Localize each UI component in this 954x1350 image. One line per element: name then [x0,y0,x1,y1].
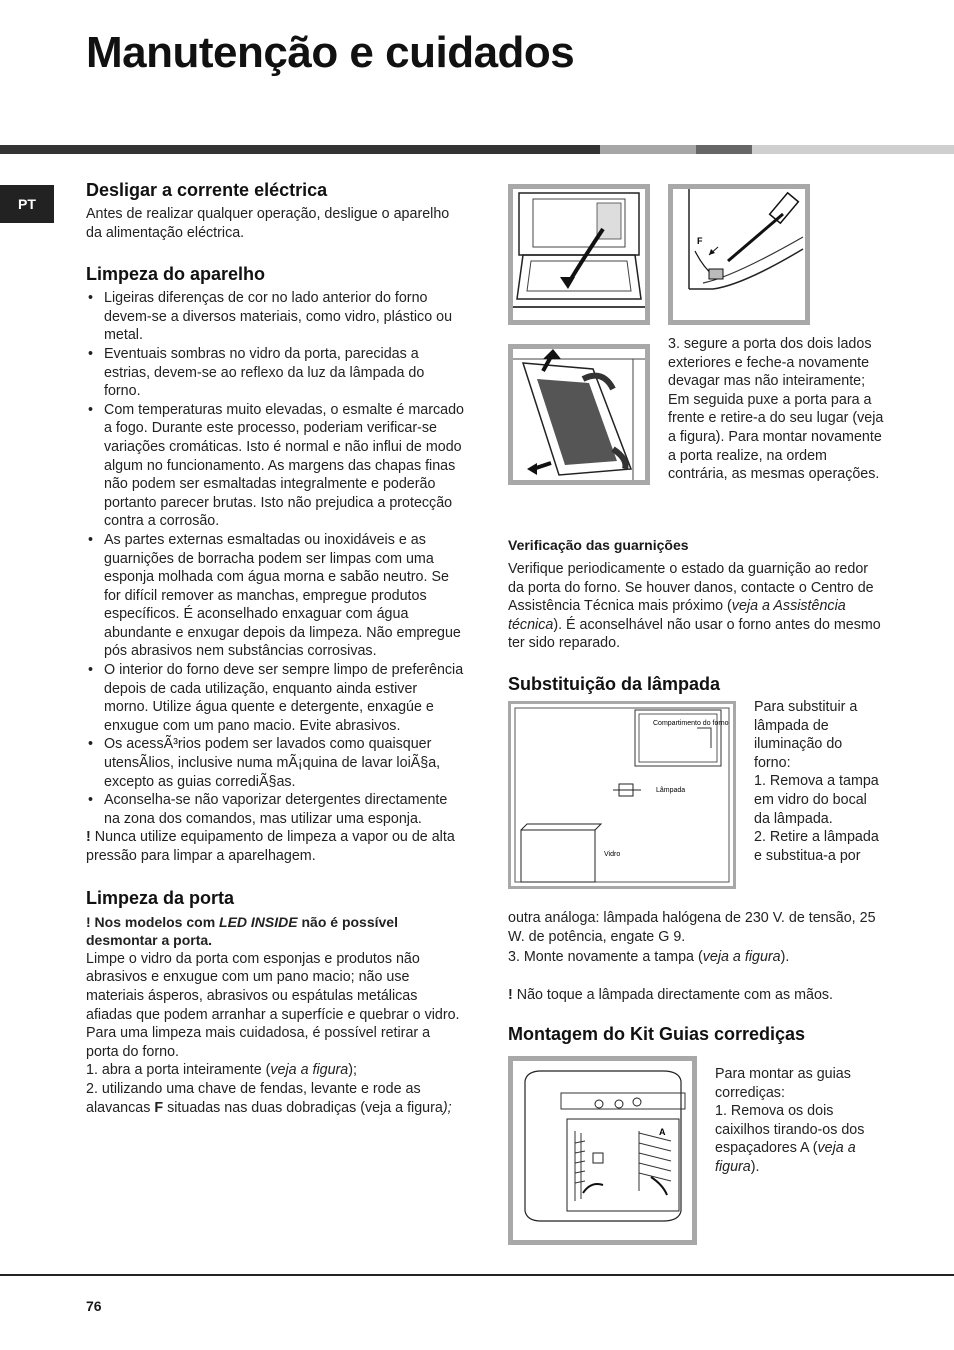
figure-hinge-lever [668,184,810,325]
lamp-step3-em: veja a figura [702,949,781,965]
list-item: • Os acessÃ³rios podem ser lavados como quaisquer utensÃlios, inclusive numa mÃ¡quina de lavar loiÃ§a, excepto as guias corrediÃ§as. [86,735,464,791]
step2-em: ); [442,1099,452,1116]
door-p2: Para uma limpeza mais cuidadosa, é possível retirar a porta do forno. [86,1025,431,1060]
kit-text-a: Para montar as guias corrediças: 1. Remova os dois caixilhos tirando-os dos espaçadores A ( [715,1066,865,1157]
heading-gasket-check: Verificação das guarnições [508,537,689,553]
section-door-cleaning [86,888,464,1118]
screwdriver-illustration [673,189,805,320]
heading-power-off: Desligar a corrente eléctrica [86,180,328,200]
kit-text [715,1065,887,1177]
cleaning-list [86,289,464,828]
door-step3-text: 3. segure a porta dos dois lados exteriores e feche-a novamente devagar mas não inteiramente; Em seguida puxe a porta para a frente e retire-a do seu lugar (veja a figura). Para montar novamente a porta realize, na ordem contrária, as mesmas operações. [668,336,884,483]
power-off-text: Antes de realizar qualquer operação, desligue o aparelho da alimentação eléctrica. [86,206,450,241]
door-warning-a: Nos modelos com [90,913,220,930]
gasket-text-b: ). É aconselhável não usar o forno antes do mesmo ter sido reparado. [508,616,881,652]
door-warning-b: não é possível desmontar a porta. [86,913,398,949]
list-item: • Com temperaturas muito elevadas, o esmalte é marcado a fogo. Durante este processo, poderiam verificar-se variações cromáticas. Isto é normal e não influi de modo algum no funcionamento. As margens das chapas finas não podem ser esmaltadas integralmente e poderão portanto parecer brutas. Isto não prejudica a protecção contra a corrosão. [86,401,464,531]
warning-mark: ! [86,913,91,930]
figure-label-a: A [659,1127,666,1137]
figure-label-lamp: Lâmpada [656,787,686,794]
section-power-off [86,180,464,242]
language-tab: PT [0,185,54,223]
page-title: Manutenção e cuidados [86,28,575,77]
door-step1 [86,1061,464,1080]
figure-kit [508,1056,697,1245]
list-item: • Eventuais sombras no vidro da porta, parecidas a estrias, devem-se ao reflexo da luz da lâmpada do forno. [86,345,464,401]
door-p1: Limpe o vidro da porta com esponjas e produtos não abrasivos e enxugue com um pano macio; não use materiais ásperos, abrasivos ou espátulas metálicas afiadas que podem arranhar a superfície e quebrar o vidro. [86,950,460,1023]
door-warning [86,913,464,950]
step1-b: ); [348,1062,357,1079]
figure-open-door [508,184,650,325]
gasket-check-text [508,560,886,653]
header-rule [0,145,954,154]
section-cleaning [86,264,464,865]
step1-a: 1. abra a porta inteiramente ( [86,1062,271,1079]
lamp-step3-text [508,948,886,967]
lamp-step3-b: ). [780,949,790,965]
compartment-line: Compartimento do forno [653,720,729,727]
cleaning-warning [86,828,464,865]
warning-text: Nunca utilize equipamento de limpeza a vapor ou de alta pressão para limpar a aparelhagem. [86,829,455,864]
remove-door-illustration [513,349,645,480]
kit-text-em: veja a figura [715,1140,856,1175]
list-item: • O interior do forno deve ser sempre limpo de preferência depois de cada utilização, enquanto ainda estiver morno. Utilize água quente e detergente, enxagúe e enxugue com um pano macio. Evite abrasivos. [86,661,464,735]
figure-remove-door [508,344,650,485]
figure-label-f: F [697,236,703,246]
step2-b: situadas nas duas dobradiças (veja a figura [163,1099,443,1116]
lamp-illustration [511,704,733,886]
door-step2 [86,1080,464,1117]
list-item: • As partes externas esmaltadas ou inoxidáveis e as guarnições de borracha podem ser limpas com uma esponja molhada com água morna e sabão neutro. Se for difícil remover as manchas, empregue produtos específicos. É aconselhado enxaguar com água abundante e enxugar depois da limpeza. Não empregue pós abrasivos nem substâncias corrosivas. [86,531,464,661]
list-item: • Ligeiras diferenças de cor no lado anterior do forno devem-se a diversos materiais, como vidro, plástico ou metal. [86,289,464,345]
lamp-side-text: Para substituir a lâmpada de iluminação do forno: 1. Remova a tampa em vidro do bocal da lâmpada. 2. Retire a lâmpada e substitua-a por [754,699,879,864]
heading-lamp: Substituição da lâmpada [508,674,721,694]
lamp-warning-text: Não toque a lâmpada directamente com as mãos. [512,987,834,1003]
step2-a: 2. utilizando uma chave de fendas, levante e rode as alavancas [86,1080,421,1116]
step2-bold: F [154,1099,164,1116]
list-item: • Aconselha-se não vaporizar detergentes directamente na zona dos comandos, mas utilizar uma esponja. [86,791,464,828]
figure-label-compartment [653,720,729,727]
figure-lamp [508,701,736,889]
warning-mark: ! [508,987,513,1003]
door-warning-model: LED INSIDE [219,913,298,930]
left-column [86,180,464,1133]
lamp-warning [508,986,886,1005]
kit-text-b: ). [750,1158,760,1175]
open-door-illustration [513,189,645,320]
heading-kit: Montagem do Kit Guias corrediças [508,1024,806,1044]
footer-rule [0,1274,954,1276]
gasket-text-a: Verifique periodicamente o estado da guarnição ao redor da porta do forno. Se houver danos, contacte o Centro de Assistência Técnica mais próximo ( [508,561,874,615]
lamp-step3-a: 3. Monte novamente a tampa ( [508,949,703,965]
step1-em: veja a figura [270,1062,349,1079]
lamp-continued-text: outra análoga: lâmpada halógena de 230 V. de tensão, 25 W. de potência, engate G 9. [508,910,876,945]
warning-mark: ! [86,829,91,846]
page-number: 76 [86,1298,102,1314]
figure-label-glass: Vidro [604,851,621,858]
heading-door-cleaning: Limpeza da porta [86,887,235,908]
kit-illustration [513,1061,692,1240]
heading-cleaning: Limpeza do aparelho [86,264,266,285]
gasket-text-em: veja a Assistência técnica [508,598,846,633]
